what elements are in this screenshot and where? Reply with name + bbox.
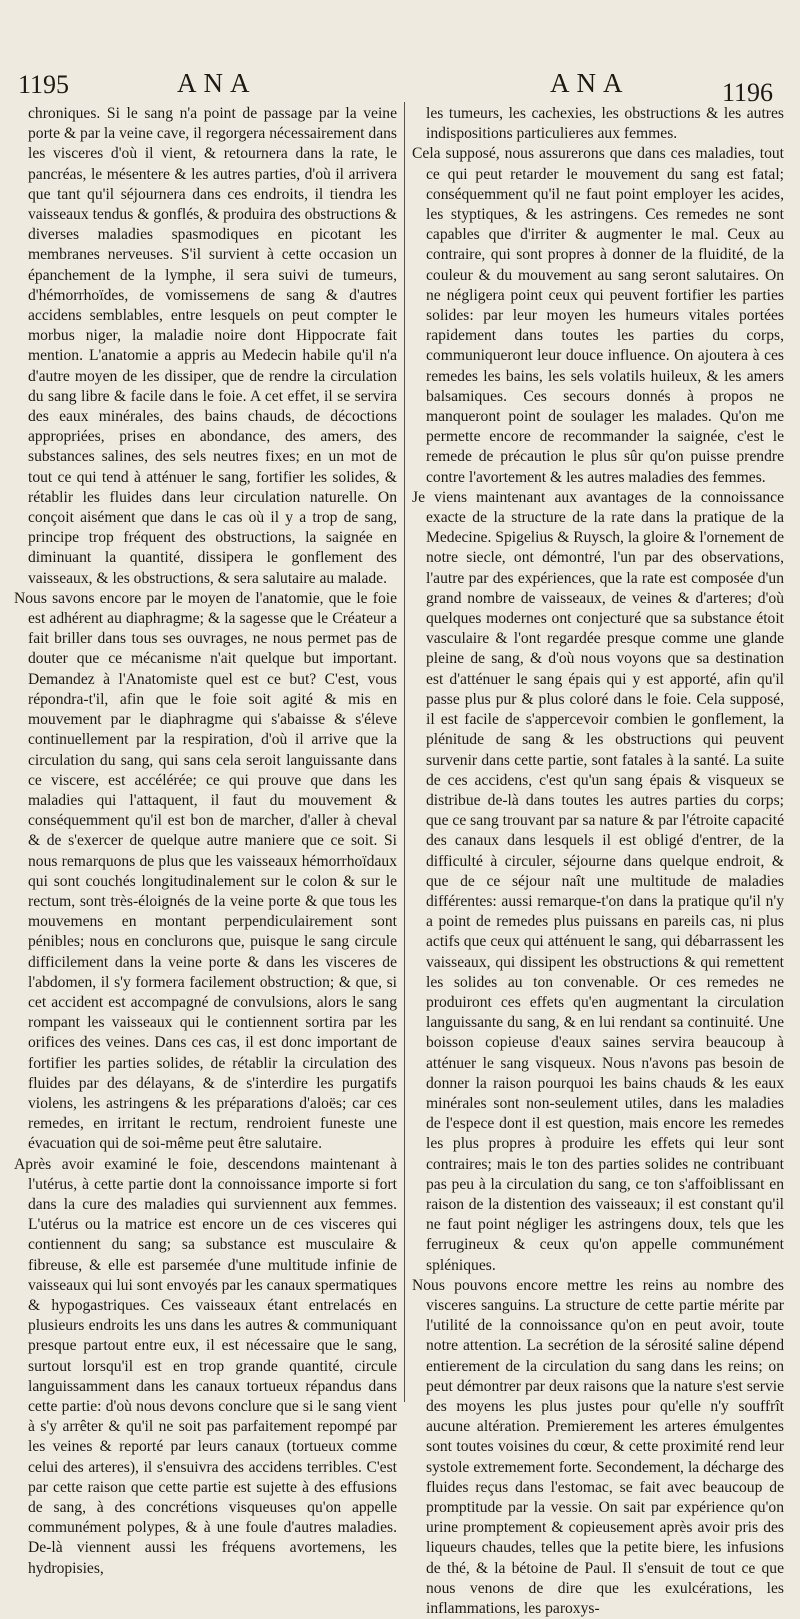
paragraph: Je viens maintenant aux avantages de la connoissance exacte de la structure de la rate dans la pratique de la Medecine. Spigelius & Ruysch, la gloire & l'ornement de notre siecle, ont démontré, l'un par des observations, l'autre par des expériences, que la rate est composée d'un grand nombre de vaisseaux, de veines & d'arteres; d'où quelques modernes ont conjecturé que sa substance étoit vasculaire & l'ont regardée presque comme une glande pleine de sang, & d'où nous voyons que sa destination est d'atténuer le sang épais qui y est apporté, afin qu'il passe plus pur & plus coloré dans le foie. Cela supposé, il est facile de s'appercevoir combien le gonflement, la plénitude de sang & les obstructions qui peuvent survenir dans cette partie, sont fatales à la santé. La suite de ces accidens, c'est qu'un sang épais & visqueux se distribue de-là dans toutes les autres parties du corps; que ce sang trouvant par sa nature & par l'étroite capacité des canaux dans lesquels il est obligé d'entrer, de la difficulté à circuler, séjourne dans quelque endroit, & que de ce séjour naît une multitude de maladies différentes: aussi remarque-t'on dans la pratique qu'il n'y a point de remedes plus puissans en pareils cas, ni plus actifs que ceux qui atténuent le sang, qui débarrassent les vaisseaux, qui dissipent les obstructions & qui remettent les solides au ton convenable. Or ces remedes ne produiront ces effets qu'en augmentant la circulation languissante du sang, & en lui rendant sa continuité. Une boisson copieuse d'eaux saines servira beaucoup à atténuer le sang visqueux. Nous n'avons pas besoin de donner la raison pourquoi les bains chauds & les eaux minérales sont non-seulement utiles, dans les maladies de l'espece dont il est question, mais encore les remedes les plus propres à produire les effets qui leur sont contraires; mais le ton des parties solides ne contribuant pas peu à la circulation du sang, ce ton s'affoiblissant en raison de la distention des vaisseaux; il est constant qu'il ne faut point négliger les astringens doux, tels que les ferrugineux & ceux qu'on appelle communément spléniques. <box>412 488 784 1274</box>
left-guide-word: ANA <box>177 68 257 98</box>
running-header <box>0 58 800 108</box>
paragraph: Nous pouvons encore mettre les reins au nombre des visceres sanguins. La structure de cette partie mérite par l'utilité de la connoissance qu'on en peut avoir, toute notre attention. La secrétion de la sérosité saline dépend entierement de la circulation du sang dans les reins; on peut démontrer par deux raisons que la nature s'est servie des moyens les plus justes pour qu'elle n'y souffrît aucune altération. Premierement les arteres émulgentes sont toutes voisines du cœur, & cette proximité rend leur systole extremement forte. Secondement, la décharge des fluides reçus dans l'estomac, se fait avec beaucoup de promptitude par la vessie. On sait par expérience qu'on urine promptement & copieusement après avoir pris des liqueurs chaudes, telles que la petite biere, les infusions de thé, & la bétoine de Paul. Il s'ensuit de tout ce que nous venons de dire que les exulcérations, les inflammations, les paroxys- <box>412 1276 784 1618</box>
paragraph: chroniques. Si le sang n'a point de passage par la veine porte & par la veine cave, il regorgera nécessairement dans les visceres d'où il vient, & retournera dans la rate, le pancréas, le mésentere & les autres parties, d'où il arrivera que tant qu'il séjournera dans ces endroits, il tiendra les vaisseaux tendus & gonflés, & produira des obstructions & diverses maladies spasmodiques en picotant les membranes nerveuses. S'il survient à cette occasion un épanchement de la lymphe, il sera suivi de tumeurs, d'hémorrhoïdes, de vomissemens de sang & d'autres accidens semblables, entre lesquels on peut compter le morbus niger, la maladie noire dont Hippocrate fait mention. L'anatomie a appris au Medecin habile qu'il n'a d'autre moyen de les dissiper, que de rendre la circulation du sang libre & facile dans le foie. A cet effet, il se servira des eaux minérales, des bains chauds, de décoctions appropriées, prises en abondance, des amers, des substances salines, des sels neutres fixes; en un mot de tout ce qui tend à atténuer le sang, fortifier les solides, & rétablir les fluides dans leur circulation naturelle. On conçoit aisément que dans le cas où il y a trop de sang, principe trop fréquent des obstructions, la saignée en diminuant la quantité, dissipera le gonflement des vaisseaux, & les obstructions, & sera salutaire au malade. <box>28 105 397 587</box>
right-column <box>412 104 784 1618</box>
column-rule <box>404 102 405 1402</box>
paragraph: Nous savons encore par le moyen de l'anatomie, que le foie est adhérent au diaphragme; & la sagesse que le Créateur a fait briller dans tous ses ouvrages, ne nous permet pas de douter que ce mécanisme n'ait quelque but important. Demandez à l'Anatomiste quel est ce but? C'est, vous répondra-t'il, afin que le foie soit agité & mis en mouvement par le diaphragme qui s'abaisse & s'éleve continuellement par la respiration, d'où il arrive que la circulation du sang, qui sans cela seroit languissante dans ce viscere, est accélérée; ce qui prouve que dans les maladies qui l'attaquent, il faut du mouvement & conséquemment qu'il est bon de marcher, d'aller à cheval & de s'exercer de quelque autre maniere que ce soit. Si nous remarquons de plus que les vaisseaux hémorrhoïdaux qui sont couchés longitudinalement sur le colon & sur le rectum, sont très-éloignés de la veine porte & que tous les mouvemens en montant perpendiculairement sont pénibles; nous en conclurons que, puisque le sang circule difficilement dans la veine porte & dans les visceres de l'abdomen, il s'y formera facilement obstruction; & que, si cet accident est accompagné de convulsions, alors le sang rompant les vaisseaux qui le contiennent sortira par les orifices des veines. Dans ces cas, il est donc important de fortifier les parties solides, de rétablir la circulation des fluides par des délayans, & de s'interdire les purgatifs violens, les astringens & les préparations d'aloës; car ces remedes, en irritant le rectum, rendroient funeste une évacuation qui de soi-même peut être salutaire. <box>14 589 397 1153</box>
paragraph: les tumeurs, les cachexies, les obstructions & les autres indispositions particulieres aux femmes. <box>426 105 784 143</box>
paragraph: Cela supposé, nous assurerons que dans ces maladies, tout ce qui peut retarder le mouvement du sang est fatal; conséquemment qu'il ne faut point employer les acides, les styptiques, & les astringens. Ces remedes ne sont capables que d'irriter & augmenter le mal. Ceux au contraire, qui sont propres à donner de la fluidité, de la couleur & du mouvement au sang seront salutaires. On ne négligera point ceux qui peuvent fortifier les parties solides: par leur moyen les humeurs vitales portées rapidement dans toutes les parties du corps, communiqueront leur douce influence. On ajoutera à ces remedes les bains, les sels volatils huileux, & les amers balsamiques. Ces secours donnés à propos ne manqueront point de soulager les malades. Qu'on me permette encore de recommander la saignée, c'est le remede de précaution le plus sûr qu'on puisse prendre contre l'avortement & les autres maladies des femmes. <box>412 145 784 486</box>
paragraph: Après avoir examiné le foie, descendons maintenant à l'utérus, à cette partie dont la connoissance importe si fort dans la cure des maladies qui surviennent aux femmes. L'utérus ou la matrice est encore un de ces visceres qui contiennent du sang; sa substance est musculaire & fibreuse, & elle est parsemée d'une multitude infinie de vaisseaux qui lui sont envoyés par les canaux spermatiques & hypogastriques. Ces vaisseaux étant entrelacés en plusieurs endroits les uns dans les autres & communiquant presque partout entre eux, il est nécessaire que le sang, surtout lorsqu'il est en trop grande quantité, circule languissamment dans les canaux tortueux répandus dans cette partie: d'où nous devons conclure que si le sang vient à s'y arrêter & qu'il ne soit pas parfaitement repompé par les veines & reporté par leurs canaux (tortueux comme celui des arteres), il s'ensuivra des accidens terribles. C'est par cette raison que cette partie est sujette à des effusions de sang, à des concrétions visqueuses qu'on appelle communément polypes, & à une foule d'autres maladies. De-là viennent aussi les fréquens avortemens, les hydropisies, <box>14 1155 397 1577</box>
right-guide-word: ANA <box>550 68 630 98</box>
right-page-number: 1196 <box>722 78 774 107</box>
left-page-number: 1195 <box>18 70 70 99</box>
left-column <box>14 104 397 1577</box>
